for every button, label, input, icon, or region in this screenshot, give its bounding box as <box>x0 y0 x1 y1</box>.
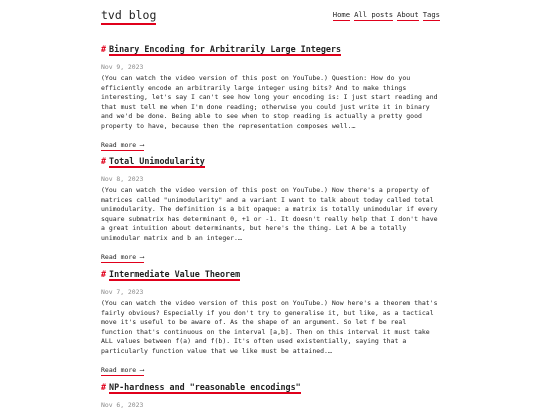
post-title <box>101 381 441 393</box>
post-title-link[interactable]: NP-hardness and "reasonable encodings" <box>109 382 301 392</box>
post-title-link[interactable]: Intermediate Value Theorem <box>109 269 241 279</box>
post-title <box>101 155 441 167</box>
nav-about-link[interactable]: About <box>397 10 419 19</box>
post-title <box>101 43 441 55</box>
post-excerpt: (You can watch the video version of this post on YouTube.) Question: How do you efficiently encode an arbitrarily large integer using bits? And to make things interesting, let's say I can't see how long your encoding is: I just start reading and that must tell me when I'm done reading; otherwise you could just write it in binary and we'd be done. Being able to see when to stop reading is actually a pretty good property to have, because then the representation composes well.… <box>101 74 438 130</box>
post-hash-mark: # <box>101 382 107 392</box>
post-date: Nov 6, 2023 <box>101 401 144 409</box>
post-item <box>101 381 441 410</box>
post-excerpt: (You can watch the video version of this post on YouTube.) Now there's a property of matrices called "unimodularity" and a variant I want to talk about today called total unimodularity. The definition is a bit opaque: a matrix is totally unimodular if every square submatrix has determinant 0, +1 or -1. It doesn't really help that I don't have a great intuition about determinants, but here's the thing. Let A be a totally unimodular matrix and b an integer.… <box>101 186 438 242</box>
read-more-link[interactable]: Read more ⟶ <box>101 252 145 261</box>
post-hash-mark: # <box>101 156 107 166</box>
read-more-link[interactable]: Read more ⟶ <box>101 365 145 374</box>
post-item <box>101 268 441 376</box>
site-header <box>101 8 440 25</box>
post-hash-mark: # <box>101 269 107 279</box>
post-date: Nov 8, 2023 <box>101 175 144 183</box>
post-item <box>101 43 441 151</box>
nav-all-posts-link[interactable]: All posts <box>354 10 394 19</box>
post-title <box>101 268 441 280</box>
post-title-link[interactable]: Binary Encoding for Arbitrarily Large Integers <box>109 44 341 54</box>
read-more-link[interactable]: Read more ⟶ <box>101 140 145 149</box>
post-title-link[interactable]: Total Unimodularity <box>109 156 205 166</box>
main-nav <box>333 8 440 21</box>
post-date: Nov 7, 2023 <box>101 288 144 296</box>
post-hash-mark: # <box>101 44 107 54</box>
nav-tags-link[interactable]: Tags <box>422 10 440 19</box>
site-title-link[interactable]: tvd blog <box>101 8 156 25</box>
post-item <box>101 155 441 263</box>
nav-home-link[interactable]: Home <box>332 10 351 19</box>
post-date: Nov 9, 2023 <box>101 63 144 71</box>
post-excerpt: (You can watch the video version of this post on YouTube.) Now here's a theorem that's fairly obvious? Especially if you don't try to generalise it, but like, as a tactical move it's useful to be aware of. As the shape of an argument. So let f be real function that's continuous on the interval [a,b]. Then on this interval it must take ALL values between f(a) and f(b). It's often used existentially, saying that a particularly function value that we like must be attained.… <box>101 299 438 355</box>
